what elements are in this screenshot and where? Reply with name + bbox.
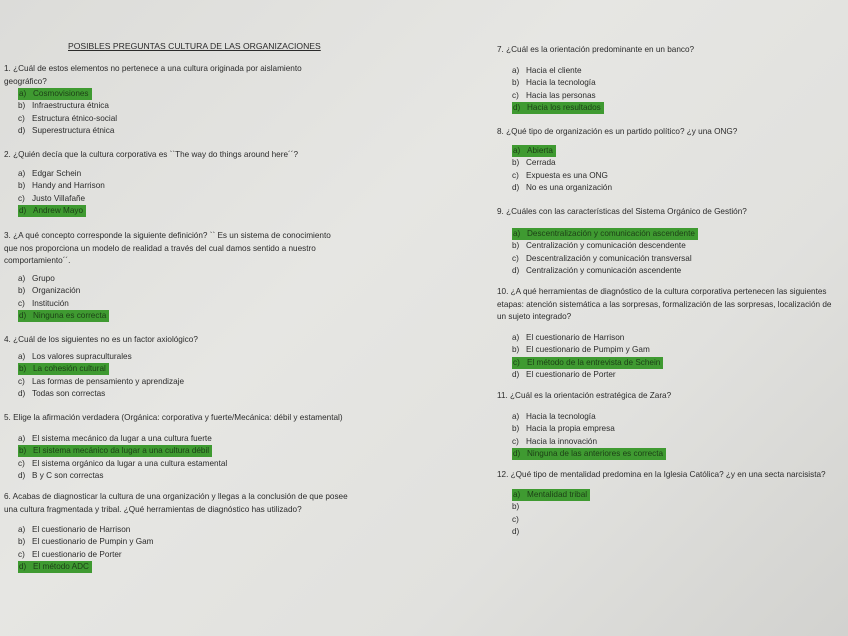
option-letter: a) [512,333,520,342]
option-text: Andrew Mayo [33,206,84,216]
answer-option [512,423,615,435]
answer-option [18,100,109,112]
highlighted-answer-option [512,448,666,460]
option-letter: d) [19,562,27,572]
answer-option [18,458,227,470]
option-letter: a) [512,412,520,421]
question-1-text: geográfico? [4,76,47,86]
option-text: Expuesta es una ONG [526,170,608,180]
answer-option [18,376,184,388]
highlighted-answer-option [512,102,604,114]
option-letter: b) [18,286,26,296]
option-letter: b) [18,537,26,547]
highlighted-answer-option [512,357,663,369]
option-text: Mentalidad tribal [527,490,588,499]
option-text: Institución [32,298,69,308]
answer-option [512,240,686,252]
answer-option [18,180,105,192]
option-text: Todas son correctas [32,389,106,399]
option-letter: c) [18,113,25,123]
highlighted-answer-option [18,88,92,100]
question-6-text: 6. Acabas de diagnosticar la cultura de una organización y llegas a la conclusión de que posee [4,492,348,501]
answer-option [18,273,55,285]
question-3-text: que nos proporciona un modelo de realidad a través del cual damos sentido a nuestro [4,243,316,253]
answer-option [18,549,122,561]
option-text: Los valores supraculturales [32,352,132,361]
answer-option [18,388,105,400]
option-letter: c) [512,90,519,100]
option-letter: b) [512,424,520,434]
highlighted-answer-option [18,310,109,322]
answer-option [18,125,114,137]
question-7-text: 7. ¿Cuál es la orientación predominante en un banco? [497,45,695,54]
option-letter: b) [19,364,27,374]
answer-option [512,253,692,265]
question-3-text: comportamiento´´. [4,256,71,265]
option-letter: a) [18,434,26,443]
answer-option [512,157,556,169]
option-text: El sistema mecánico da lugar a una cultura fuerte [32,434,212,443]
option-text: B y C son correctas [32,471,104,481]
option-text: El cuestionario de Harrison [526,333,625,342]
answer-option [18,193,85,205]
highlighted-answer-option [512,145,556,157]
option-text: Organización [32,286,81,296]
option-text: El cuestionario de Harrison [32,525,131,534]
option-text: El cuestionario de Porter [32,549,122,559]
question-5-text: 5. Elige la afirmación verdadera (Orgánica: corporativa y fuerte/Mecánica: débil y estamental) [4,413,343,422]
option-text: Hacia la propia empresa [526,424,615,434]
option-text: El cuestionario de Pumpim y Gam [526,345,650,355]
question-11-text: 11. ¿Cuál es la orientación estratégica de Zara? [497,391,672,400]
option-letter: c) [512,436,519,446]
question-10-text: 10. ¿A qué herramientas de diagnóstico de la cultura corporativa pertenecen las siguientes [497,287,827,296]
answer-option [18,298,69,310]
option-letter: d) [18,126,26,136]
option-letter: d) [513,449,521,459]
document-title: POSIBLES PREGUNTAS CULTURA DE LAS ORGANIZACIONES [68,41,321,51]
option-letter: d) [512,266,520,276]
option-letter: b) [512,78,520,88]
option-text: Centralización y comunicación descendente [526,241,686,251]
option-letter: c) [18,458,25,468]
option-text: El método ADC [33,562,89,572]
option-text: Centralización y comunicación ascendente [526,266,682,276]
answer-option [512,344,650,356]
option-text: Edgar Schein [32,169,82,178]
answer-option [18,285,80,297]
highlighted-answer-option [18,445,212,457]
option-text: El sistema mecánico da lugar a una cultura débil [33,446,210,456]
option-letter: c) [512,253,519,263]
option-text: Justo Villafañe [32,193,86,203]
option-text: Hacia la tecnología [526,412,596,421]
answer-option [512,65,582,77]
option-letter: a) [513,146,521,155]
option-text: El método de la entrevista de Schein [527,357,661,367]
option-text: Handy and Harrison [32,181,105,191]
option-letter: a) [513,229,521,238]
answer-option [512,501,526,513]
option-text: Descentralización y comunicación transversal [526,253,692,263]
question-2-text: 2. ¿Quién decía que la cultura corporativa es ``The way do things around here´´? [4,150,298,159]
answer-option [512,90,596,102]
option-text: El cuestionario de Pumpin y Gam [32,537,154,547]
option-letter: c) [512,514,519,524]
option-text: Superestructura étnica [32,126,115,136]
option-letter: a) [512,66,520,75]
option-text: Estructura étnico-social [32,113,118,123]
option-text: No es una organización [526,183,613,193]
option-letter: b) [512,502,520,512]
question-1-text: 1. ¿Cuál de estos elementos no pertenece a una cultura originada por aislamiento [4,64,302,73]
answer-option [18,351,132,363]
answer-option [512,514,526,526]
answer-option [18,470,103,482]
option-text: Hacia el cliente [526,66,582,75]
answer-option [512,526,526,538]
option-letter: a) [18,525,26,534]
option-text: Cosmovisiones [33,89,89,98]
option-letter: d) [19,206,27,216]
option-letter: c) [513,357,520,367]
option-letter: d) [18,389,26,399]
option-text: Ninguna es correcta [33,311,107,321]
option-letter: b) [18,101,26,111]
answer-option [18,433,212,445]
option-text: Hacia las personas [526,90,596,100]
option-letter: d) [18,471,26,481]
option-text: La cohesión cultural [33,364,106,374]
question-4-text: 4. ¿Cuál de los siguientes no es un factor axiológico? [4,335,198,344]
option-letter: d) [512,183,520,193]
option-text: Las formas de pensamiento y aprendizaje [32,376,185,386]
option-text: Infraestructura étnica [32,101,109,111]
option-text: Cerrada [526,158,556,168]
option-letter: d) [512,370,520,380]
option-letter: b) [512,345,520,355]
answer-option [512,436,597,448]
option-letter: a) [513,490,521,499]
answer-option [512,182,612,194]
highlighted-answer-option [18,363,109,375]
option-letter: d) [513,103,521,113]
option-letter: d) [19,311,27,321]
question-12-text: 12. ¿Qué tipo de mentalidad predomina en la Iglesia Católica? ¿y en una secta narcisista? [497,470,826,479]
option-letter: a) [18,169,26,178]
option-letter: a) [19,89,27,98]
option-letter: d) [512,527,520,537]
highlighted-answer-option [18,561,92,573]
answer-option [512,332,624,344]
option-text: Hacia la innovación [526,436,598,446]
option-letter: c) [512,170,519,180]
option-letter: b) [18,181,26,191]
option-letter: b) [19,446,27,456]
option-text: Abierta [527,146,553,155]
highlighted-answer-option [512,489,590,501]
answer-option [512,369,616,381]
answer-option [18,536,154,548]
option-text: Hacia la tecnología [526,78,596,88]
question-6-text: una cultura fragmentada y tribal. ¿Qué herramientas de diagnóstico has utilizado? [4,504,302,514]
option-letter: c) [18,376,25,386]
option-text: Hacia los resultados [527,103,601,113]
question-3-text: 3. ¿A qué concepto corresponde la siguiente definición? `` Es un sistema de conocimiento [4,231,331,240]
highlighted-answer-option [18,205,86,217]
answer-option [512,170,608,182]
answer-option [512,77,596,89]
option-text: Ninguna de las anteriores es correcta [527,449,664,459]
option-text: Descentralización y comunicación ascendente [527,229,695,238]
option-letter: c) [18,298,25,308]
option-text: El cuestionario de Porter [526,370,616,380]
question-9-text: 9. ¿Cuáles con las características del Sistema Orgánico de Gestión? [497,207,747,216]
answer-option [512,265,681,277]
option-letter: a) [18,274,26,283]
highlighted-answer-option [512,228,698,240]
answer-option [512,411,596,423]
answer-option [18,524,130,536]
option-text: El sistema orgánico da lugar a una cultura estamental [32,458,228,468]
question-10-text: etapas: atención sistemática a las sorpresas, formalización de las sorpresas, localización de [497,299,832,309]
question-10-text: un sujeto integrado? [497,312,572,321]
option-letter: b) [512,158,520,168]
answer-option [18,113,117,125]
option-text: Grupo [32,274,55,283]
question-8-text: 8. ¿Qué tipo de organización es un partido político? ¿y una ONG? [497,127,738,136]
answer-option [18,168,81,180]
option-letter: c) [18,549,25,559]
option-letter: c) [18,193,25,203]
option-letter: a) [18,352,26,361]
option-letter: b) [512,241,520,251]
